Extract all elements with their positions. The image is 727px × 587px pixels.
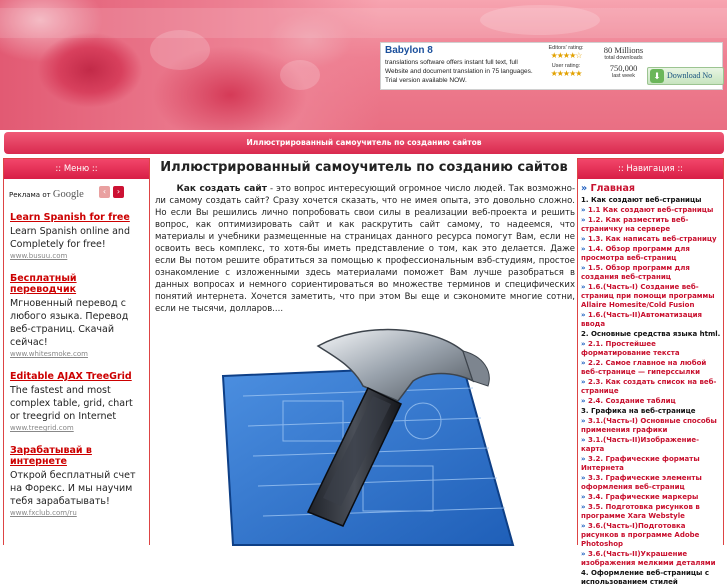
nav-item-link[interactable] — [581, 264, 721, 282]
nav-item-link[interactable] — [581, 417, 721, 435]
header-strip — [0, 8, 727, 38]
nav-item-label: 1.4. Обзор программ для просмотра веб-страниц — [581, 245, 690, 262]
chevron-right-icon: » — [581, 183, 588, 194]
download-button-label: Download No — [667, 71, 713, 80]
header-decor — [280, 60, 320, 90]
nav-item-label: 3.4. Графические маркеры — [587, 493, 699, 501]
download-button[interactable] — [647, 67, 724, 85]
subtitle-bar: Иллюстрированный самоучитель по созданию сайтов — [4, 132, 724, 154]
nav-item-link[interactable] — [581, 206, 721, 215]
intro-lead: Как создать сайт — [176, 184, 267, 194]
nav-item-label: 1.2. Как разместить веб-страничку на сервере — [581, 216, 689, 233]
ad-title-link[interactable]: Бесплатный переводчик — [10, 273, 77, 295]
nav-item-label: 2.3. Как создать список на веб-странице — [581, 378, 717, 395]
nav-item-label: 2.2. Самое главное на любой веб-странице — гиперссылки — [581, 359, 707, 376]
nav-item-link[interactable] — [581, 245, 721, 263]
nav-item-label: 3.2. Графические форматы Интернета — [581, 455, 700, 472]
ad-url-link[interactable]: www.treegrid.com — [10, 424, 74, 432]
ad-item — [4, 445, 149, 517]
last-week-label: last week — [612, 73, 635, 79]
banner-description: translations software offers instant full text, full Website and document translation in 75 languages. Trial version available NOW. — [385, 59, 533, 84]
nav-item-label: 3.6.(Часть-I)Подготовка рисунков в программе Adobe Photoshop — [581, 522, 700, 548]
nav-item-label: 1.6.(Часть-I) Создание веб-страниц при помощи программы Allaire Homesite/Cold Fusion — [581, 283, 715, 309]
chevron-right-icon: » — [581, 245, 586, 253]
nav-item-link[interactable] — [581, 340, 721, 358]
banner-title[interactable]: Babylon 8 — [385, 45, 433, 56]
nav-item-link[interactable] — [581, 493, 721, 502]
chevron-right-icon: » — [581, 340, 586, 348]
chevron-right-icon: » — [581, 455, 586, 463]
ads-label-text: Реклама от — [9, 191, 51, 199]
chevron-right-icon: » — [581, 235, 586, 243]
nav-item-link[interactable] — [581, 522, 721, 549]
editors-rating-stars-icon: ★★★★☆ — [550, 51, 582, 60]
nav-item-link[interactable] — [581, 436, 721, 454]
nav-item-label: 3.1.(Часть-I) Основные способы применения графики — [581, 417, 717, 434]
ad-title-link[interactable]: Зарабатывай в интернете — [10, 445, 92, 467]
ad-url-link[interactable]: www.busuu.com — [10, 252, 68, 260]
nav-section-heading: 3. Графика на веб-странице — [581, 407, 696, 415]
total-downloads-value: 80 Millions — [603, 45, 644, 55]
nav-item-link[interactable] — [581, 311, 721, 329]
nav-section-heading: 1. Как создают веб-страницы — [581, 196, 702, 204]
ads-by-google — [4, 182, 149, 206]
nav-item-link[interactable] — [581, 378, 721, 396]
chevron-right-icon: » — [581, 378, 586, 386]
nav-item-link[interactable] — [581, 283, 721, 310]
ad-item — [4, 273, 149, 358]
last-week-value: 750,000 — [609, 63, 638, 73]
total-downloads-label: total downloads — [604, 55, 643, 61]
nav-item-link[interactable] — [581, 359, 721, 377]
ad-item — [4, 212, 149, 260]
intro-body: - это вопрос интересующий огромное число людей. Так возможно-ли самому создать сайт? Сразу хочется сказать, что не имея опыта, это довольно сложно. Но если Вы решились лично попробовать свои силы в реализации веб-проекта и решить вопрос, как оптимизировать сайт и как раскрутить сайт самому, то надеемся, что материалы и учебники размещенные на страницах данного ресурса помогут Вам, если не освоить весь комплекс, то хотя-бы иметь представление о том, как это делается. Даже если Вы потом решите обратиться за помощью к профессиональным вэб-студиям, простое ознакомление с изложенными здесь материалами поможет Вам лучше разобраться в данных вопросах и немного сориентироваться во множестве терминов и специфических понятий интернета. Хочется заметить, что при этом Вы еще и сэкономите многие сотни, если не тысячи, долларов.... — [155, 184, 576, 314]
banner-ratings — [541, 45, 591, 78]
ads-label[interactable] — [9, 189, 84, 200]
nav-item-link[interactable] — [581, 503, 721, 521]
page-title: Иллюстрированный самоучитель по созданию сайтов — [160, 160, 568, 175]
ad-text: Мгновенный перевод с любого языка. Перевод веб-страниц. Скачай сейчас! — [10, 298, 129, 348]
ad-url-link[interactable]: www.whitesmoke.com — [10, 350, 88, 358]
menu-heading: :: Меню :: — [4, 159, 149, 179]
nav-item-link[interactable] — [581, 474, 721, 492]
header — [0, 0, 727, 130]
nav-item-label: 2.1. Простейшее форматирование текста — [581, 340, 680, 357]
ads-next-icon[interactable]: › — [113, 186, 124, 198]
editors-rating-label: Editors' rating: — [548, 45, 584, 51]
chevron-right-icon: » — [581, 216, 586, 224]
chevron-right-icon: » — [581, 264, 586, 272]
ads-prev-icon[interactable]: ‹ — [99, 186, 110, 198]
left-sidebar-menu — [3, 158, 150, 545]
nav-home-label: Главная — [590, 183, 635, 194]
nav-item-label: 3.6.(Часть-II)Украшение изображения мелкими деталями — [581, 550, 716, 567]
ad-item — [4, 371, 149, 432]
nav-item-link[interactable] — [581, 216, 721, 234]
nav-list — [578, 179, 723, 587]
user-rating-stars-icon: ★★★★★ — [550, 69, 582, 78]
navigation-heading: :: Навигация :: — [578, 159, 723, 179]
header-decor — [480, 5, 600, 35]
hero-hammer-illustration — [223, 326, 523, 545]
nav-item-label: 3.3. Графические элементы оформления веб-страниц — [581, 474, 702, 491]
google-logo: Google — [52, 189, 84, 200]
user-rating-label: User rating: — [551, 63, 581, 69]
nav-item-label: 1.5. Обзор программ для создания веб-страниц — [581, 264, 690, 281]
chevron-right-icon: » — [581, 283, 586, 291]
intro-paragraph — [153, 183, 575, 315]
nav-home-link[interactable] — [581, 183, 721, 194]
main-content — [153, 158, 575, 545]
chevron-right-icon: » — [581, 474, 586, 482]
download-arrow-icon: ⬇ — [650, 69, 664, 83]
chevron-right-icon: » — [581, 493, 586, 501]
ad-text: Learn Spanish online and Completely for free! — [10, 226, 130, 250]
nav-section-heading: 4. Оформление веб-страницы с использованием стилей — [581, 569, 709, 586]
chevron-right-icon: » — [581, 503, 586, 511]
nav-item-label: 1.6.(Часть-II)Автоматизация ввода — [581, 311, 703, 328]
nav-item-link[interactable] — [581, 397, 721, 406]
chevron-right-icon: » — [581, 311, 586, 319]
ad-url-link[interactable]: www.fxclub.com/ru — [10, 509, 77, 517]
chevron-right-icon: » — [581, 359, 586, 367]
nav-item-link[interactable] — [581, 235, 721, 244]
chevron-right-icon: » — [581, 206, 586, 214]
nav-item-label: 1.1 Как создают веб-страницы — [587, 206, 714, 214]
chevron-right-icon: » — [581, 397, 586, 405]
banner-stats — [596, 45, 651, 79]
chevron-right-icon: » — [581, 417, 586, 425]
ad-text: The fastest and most complex table, grid, chart or treegrid on Internet — [10, 385, 133, 422]
ad-text: Открой бесплатный счет на Форекс. И мы научим тебя зарабатывать! — [10, 470, 136, 507]
nav-item-label: 2.4. Создание таблиц — [587, 397, 676, 405]
nav-item-label: 1.3. Как написать веб-страницу — [587, 235, 717, 243]
chevron-right-icon: » — [581, 436, 586, 444]
ad-title-link[interactable]: Learn Spanish for free — [10, 212, 130, 223]
header-decor — [150, 30, 210, 70]
nav-section-heading: 2. Основные средства языка html. — [581, 330, 721, 338]
ad-banner-babylon[interactable] — [380, 42, 723, 90]
chevron-right-icon: » — [581, 550, 586, 558]
nav-item-link[interactable] — [581, 550, 721, 568]
nav-item-link[interactable] — [581, 455, 721, 473]
ad-title-link[interactable]: Editable AJAX TreeGrid — [10, 371, 132, 382]
nav-item-label: 3.5. Подготовка рисунков в программе Xara Webstyle — [581, 503, 700, 520]
chevron-right-icon: » — [581, 522, 586, 530]
right-sidebar-navigation — [577, 158, 724, 586]
nav-item-label: 3.1.(Часть-II)Изображение-карта — [581, 436, 700, 453]
